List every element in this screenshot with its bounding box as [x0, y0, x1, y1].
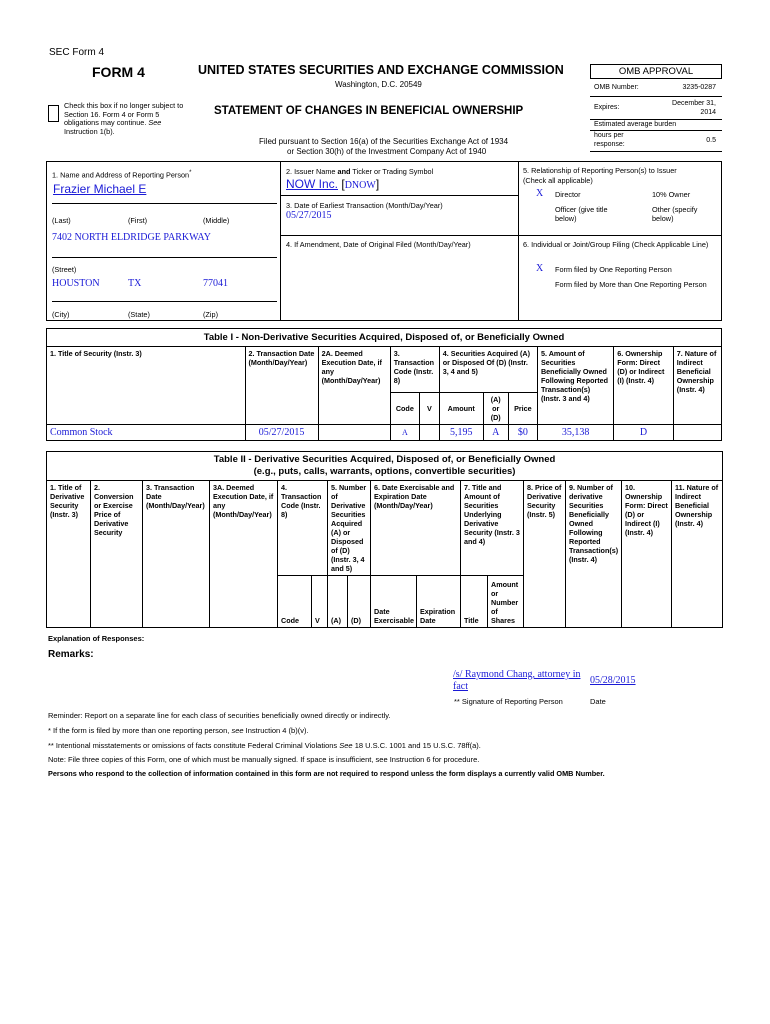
t1-h-date: 2. Transaction Date (Month/Day/Year): [245, 347, 318, 425]
city-value: HOUSTON: [52, 278, 100, 289]
t1-sub-amount: Amount: [439, 393, 483, 425]
omb-burden-label: Estimated average burden: [594, 121, 677, 128]
issuer-label: 2. Issuer Name and Ticker or Trading Symbol: [286, 167, 434, 176]
t2-h-deemed: 3A. Deemed Execution Date, if any (Month/Day/Year): [210, 481, 278, 628]
t1-h-code: 3. Transaction Code (Instr. 8): [390, 347, 439, 393]
t1-sub-aord: (A) or (D): [483, 393, 508, 425]
t1-row-owned: 35,138: [537, 425, 613, 441]
first-label: (First): [128, 216, 148, 225]
other-label: Other (specify below): [652, 205, 698, 223]
t1-row-code: A: [390, 425, 419, 441]
remarks-label: Remarks:: [48, 649, 94, 660]
no-longer-subject-checkbox[interactable]: [48, 105, 59, 122]
t2-h-price: 8. Price of Derivative Security (Instr. 5): [524, 481, 566, 628]
table-2-title: Table II - Derivative Securities Acquired, Disposed of, or Beneficially Owned (e.g., puts, calls, warrants, options, convertible securities): [47, 452, 723, 481]
checkbox-text: Check this box if no longer subject to Section 16. Form 4 or Form 5 obligations may continue. See Instruction 1(b).: [64, 101, 184, 136]
t1-row-nature: [673, 425, 721, 441]
agency-title: UNITED STATES SECURITIES AND EXCHANGE COMMISSION: [198, 63, 564, 77]
state-value: TX: [128, 278, 142, 289]
t2-sub-expiration: Expiration Date: [417, 576, 461, 628]
table-row: [47, 425, 722, 441]
ten-pct-owner-label: 10% Owner: [652, 190, 691, 199]
t1-row-v: [419, 425, 439, 441]
issuer-name-link[interactable]: NOW Inc.: [286, 177, 339, 191]
t1-h-form: 6. Ownership Form: Direct (D) or Indirect (I) (Instr. 4): [614, 347, 674, 425]
t2-h-date: 3. Transaction Date (Month/Day/Year): [143, 481, 210, 628]
relationship-sub: (Check all applicable): [523, 176, 593, 185]
one-person-check[interactable]: X: [536, 263, 544, 274]
t2-h-owned: 9. Number of derivative Securities Beneficially Owned Following Reported Transaction(s) (Instr. 4): [566, 481, 622, 628]
omb-number-label: OMB Number:: [594, 84, 639, 91]
t1-sub-price: Price: [508, 393, 537, 425]
t2-sub-code: Code: [278, 576, 312, 628]
earliest-transaction-date: 05/27/2015: [286, 210, 332, 221]
multi-person-note: * If the form is filed by more than one reporting person, see Instruction 4 (b)(v).: [48, 726, 309, 735]
explanation-label: Explanation of Responses:: [48, 634, 145, 643]
filed-pursuant-line1: Filed pursuant to Section 16(a) of the Securities Exchange Act of 1934: [259, 137, 509, 146]
reporting-person-label: 1. Name and Address of Reporting Person*: [52, 169, 192, 180]
form-title: FORM 4: [92, 64, 145, 80]
last-label: (Last): [52, 216, 71, 225]
statement-title: STATEMENT OF CHANGES IN BENEFICIAL OWNERSHIP: [214, 105, 524, 117]
omb-approval-box: [590, 64, 722, 156]
signature-date-label: Date: [590, 697, 606, 706]
street-value: 7402 NORTH ELDRIDGE PARKWAY: [52, 232, 211, 243]
omb-hours-label-2: response:: [594, 141, 625, 148]
t2-sub-d: (D): [348, 576, 371, 628]
omb-expires-1: December 31,: [672, 100, 716, 107]
t2-h-nature: 11. Nature of Indirect Beneficial Ownership (Instr. 4): [672, 481, 723, 628]
t2-sub-exercisable: Date Exercisable: [371, 576, 417, 628]
t2-h-underlying: 7. Title and Amount of Securities Underlying Derivative Security (Instr. 3 and 4): [461, 481, 524, 576]
t1-row-deemed: [318, 425, 390, 441]
state-label: (State): [128, 310, 150, 319]
filed-pursuant-line2: or Section 30(h) of the Investment Company Act of 1940: [287, 147, 487, 156]
t2-h-code: 4. Transaction Code (Instr. 8): [278, 481, 328, 576]
t1-row-amount: 5,195: [439, 425, 483, 441]
t2-h-exercisable: 6. Date Exercisable and Expiration Date (Month/Day/Year): [371, 481, 461, 576]
t1-row-price: $0: [508, 425, 537, 441]
t1-h-title: 1. Title of Security (Instr. 3): [47, 347, 246, 425]
t2-sub-a: (A): [328, 576, 348, 628]
copies-note: Note: File three copies of this Form, one of which must be manually signed. If space is insufficient, see Instruction 6 for procedure.: [48, 755, 480, 764]
one-person-label: Form filed by One Reporting Person: [555, 265, 672, 274]
filing-label: 6. Individual or Joint/Group Filing (Check Applicable Line): [523, 240, 709, 249]
omb-expires-label: Expires:: [594, 104, 620, 111]
t1-row-aord: A: [483, 425, 508, 441]
t1-h-deemed: 2A. Deemed Execution Date, if any (Month/Day/Year): [318, 347, 390, 425]
omb-expires-2: 2014: [700, 109, 716, 116]
t2-sub-title: Title: [461, 576, 488, 628]
more-persons-label: Form filed by More than One Reporting Person: [555, 280, 707, 289]
table-1: [46, 328, 722, 441]
issuer-ticker: DNOW: [344, 180, 376, 191]
reminder-note: Reminder: Report on a separate line for each class of securities beneficially owned directly or indirectly.: [48, 711, 391, 720]
t2-h-number: 5. Number of Derivative Securities Acquired (A) or Disposed of (D) (Instr. 3, 4 and 5): [328, 481, 371, 576]
t1-h-securities: 4. Securities Acquired (A) or Disposed Of (D) (Instr. 3, 4 and 5): [439, 347, 537, 393]
misstatement-note: ** Intentional misstatements or omissions of facts constitute Federal Criminal Violations See 18 U.S.C. 1001 and 15 U.S.C. 78ff(a).: [48, 741, 481, 750]
issuer-name-row: NOW Inc. [DNOW]: [286, 177, 380, 191]
zip-label: (Zip): [203, 310, 218, 319]
zip-value: 77041: [203, 278, 228, 289]
director-check[interactable]: X: [536, 188, 544, 199]
signature-label: ** Signature of Reporting Person: [454, 697, 563, 706]
t1-row-title: Common Stock: [47, 425, 246, 441]
table-1-title: Table I - Non-Derivative Securities Acquired, Disposed of, or Beneficially Owned: [47, 329, 722, 347]
t2-h-conversion: 2. Conversion or Exercise Price of Derivative Security: [91, 481, 143, 628]
amendment-label: 4. If Amendment, Date of Original Filed (Month/Day/Year): [286, 240, 471, 249]
middle-label: (Middle): [203, 216, 230, 225]
earliest-transaction-label: 3. Date of Earliest Transaction (Month/Day/Year): [286, 201, 443, 210]
reporting-person-name[interactable]: Frazier Michael E: [53, 182, 147, 196]
signature-name: /s/ Raymond Chang, attorney in fact: [453, 669, 581, 692]
t2-h-form: 10. Ownership Form: Direct (D) or Indirect (I) (Instr. 4): [622, 481, 672, 628]
relationship-label: 5. Relationship of Reporting Person(s) to Issuer: [523, 166, 677, 175]
persons-note: Persons who respond to the collection of information contained in this form are not required to respond unless the form displays a currently valid OMB Number.: [48, 769, 605, 778]
t1-row-date: 05/27/2015: [245, 425, 318, 441]
form-label: SEC Form 4: [49, 47, 105, 58]
t2-sub-v: V: [312, 576, 328, 628]
table-2: [46, 451, 723, 628]
street-label: (Street): [52, 265, 77, 274]
t2-h-title: 1. Title of Derivative Security (Instr. 3): [47, 481, 91, 628]
t2-sub-amount: Amount or Number of Shares: [488, 576, 524, 628]
omb-number: 3235-0287: [682, 84, 716, 91]
omb-title: OMB APPROVAL: [590, 64, 722, 79]
t1-sub-code: Code: [390, 393, 419, 425]
officer-label: Officer (give title below): [555, 205, 608, 223]
director-label: Director: [555, 190, 581, 199]
t1-h-nature: 7. Nature of Indirect Beneficial Ownership (Instr. 4): [673, 347, 721, 425]
t1-row-form: D: [614, 425, 674, 441]
t1-h-owned: 5. Amount of Securities Beneficially Owned Following Reported Transaction(s) (Instr. 3 and 4): [537, 347, 613, 425]
agency-city: Washington, D.C. 20549: [335, 80, 422, 89]
city-label: (City): [52, 310, 70, 319]
t1-sub-v: V: [419, 393, 439, 425]
omb-hours: 0.5: [706, 137, 716, 144]
omb-hours-label-1: hours per: [594, 132, 624, 139]
signature-date: 05/28/2015: [590, 675, 636, 686]
